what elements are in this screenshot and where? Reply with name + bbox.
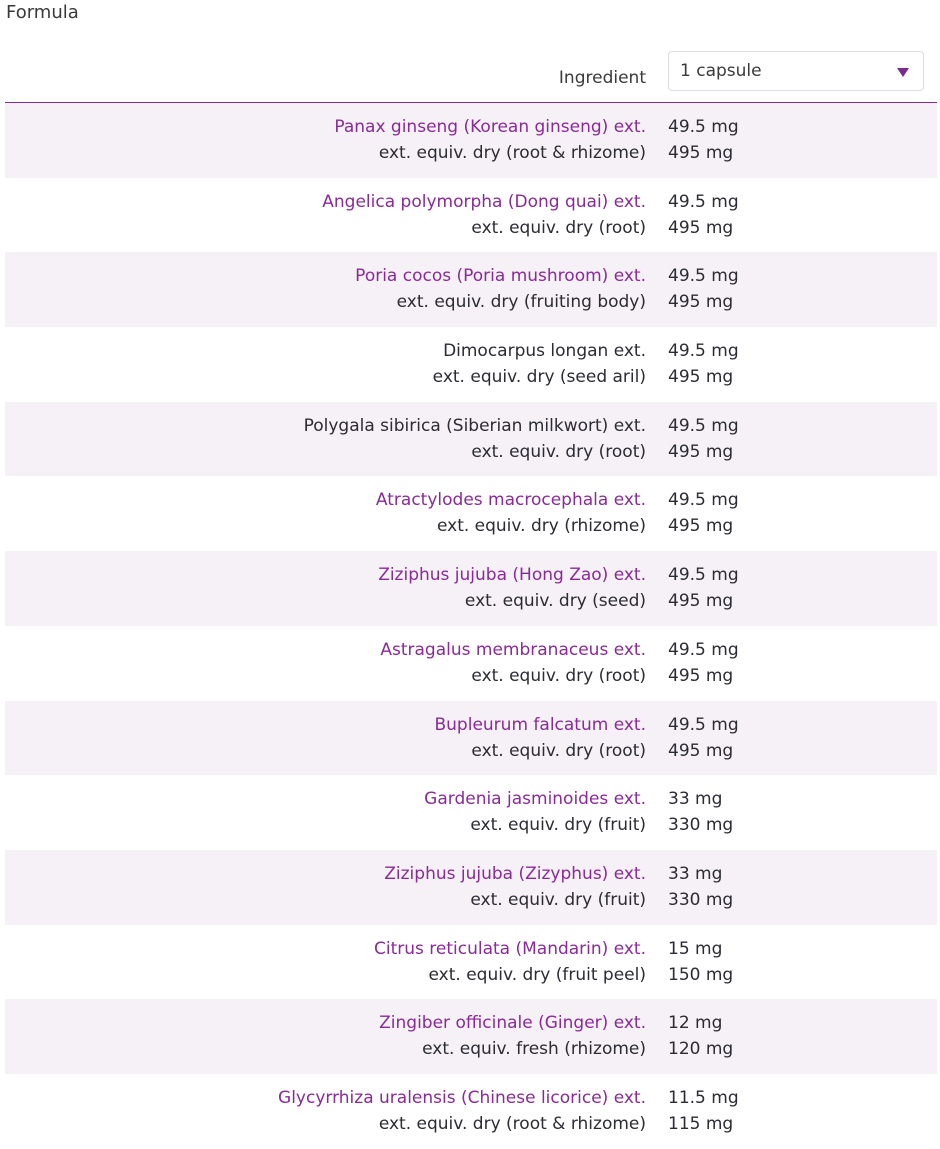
ingredient-equivalent: ext. equiv. dry (root)	[471, 740, 646, 761]
table-row	[5, 252, 937, 327]
section-title: Formula	[6, 2, 79, 23]
ingredient-equivalent: ext. equiv. dry (seed aril)	[432, 367, 646, 388]
ingredient-amount: 49.5 mg	[668, 266, 739, 287]
ingredient-column-header: Ingredient	[558, 68, 646, 88]
ingredient-equivalent: ext. equiv. dry (root & rhizome)	[378, 143, 646, 163]
ingredient-link[interactable]: Poria cocos (Poria mushroom) ext.	[355, 266, 646, 287]
equivalent-amount: 115 mg	[668, 1113, 734, 1134]
table-row	[5, 775, 937, 850]
ingredient-link[interactable]: Zingiber officinale (Ginger) ext.	[379, 1013, 646, 1034]
ingredient-link[interactable]: Astragalus membranaceus ext.	[380, 639, 646, 660]
ingredient-amount: 33 mg	[668, 789, 723, 810]
table-row	[5, 178, 937, 253]
equivalent-amount: 495 mg	[668, 591, 734, 612]
table-row	[5, 476, 937, 551]
ingredient-amount: 49.5 mg	[668, 191, 739, 212]
equivalent-amount: 330 mg	[668, 815, 734, 836]
ingredient-link[interactable]: Ziziphus jujuba (Hong Zao) ext.	[378, 565, 646, 586]
ingredient-link[interactable]: Gardenia jasminoides ext.	[424, 789, 646, 810]
ingredient-equivalent: ext. equiv. dry (fruit)	[470, 815, 646, 836]
ingredient-equivalent: ext. equiv. dry (root)	[471, 665, 646, 686]
equivalent-amount: 495 mg	[668, 367, 734, 388]
equivalent-amount: 150 mg	[668, 964, 734, 985]
table-row	[5, 103, 937, 178]
table-row	[5, 925, 937, 1000]
ingredient-equivalent: ext. equiv. dry (fruiting body)	[396, 292, 646, 313]
ingredient-equivalent: ext. equiv. dry (root)	[471, 441, 646, 462]
ingredient-name: Dimocarpus longan ext.	[443, 341, 646, 362]
equivalent-amount: 495 mg	[668, 516, 734, 537]
equivalent-amount: 495 mg	[668, 740, 734, 761]
ingredient-equivalent: ext. equiv. dry (fruit peel)	[428, 964, 646, 985]
ingredient-amount: 12 mg	[668, 1013, 723, 1034]
table-row	[5, 626, 937, 701]
equivalent-amount: 495 mg	[668, 143, 734, 163]
serving-size-select[interactable]	[668, 51, 924, 91]
ingredient-amount: 11.5 mg	[668, 1087, 739, 1108]
equivalent-amount: 495 mg	[668, 292, 734, 313]
ingredient-amount: 49.5 mg	[668, 714, 739, 735]
ingredient-equivalent: ext. equiv. dry (fruit)	[470, 889, 646, 910]
ingredient-equivalent: ext. equiv. dry (rhizome)	[436, 516, 646, 537]
table-row	[5, 1074, 937, 1149]
ingredient-amount: 33 mg	[668, 863, 723, 884]
serving-size-value: 1 capsule	[680, 61, 762, 81]
ingredient-link[interactable]: Citrus reticulata (Mandarin) ext.	[373, 938, 646, 959]
ingredient-amount: 49.5 mg	[668, 565, 739, 586]
ingredient-link[interactable]: Glycyrrhiza uralensis (Chinese licorice) ext.	[278, 1087, 646, 1108]
equivalent-amount: 120 mg	[668, 1039, 734, 1060]
ingredient-amount: 15 mg	[668, 938, 723, 959]
table-row	[5, 850, 937, 925]
ingredient-amount: 49.5 mg	[668, 490, 739, 511]
equivalent-amount: 495 mg	[668, 217, 734, 238]
ingredient-link[interactable]: Atractylodes macrocephala ext.	[375, 490, 646, 511]
ingredient-amount: 49.5 mg	[668, 117, 739, 137]
ingredient-link[interactable]: Angelica polymorpha (Dong quai) ext.	[322, 191, 646, 212]
ingredient-amount: 49.5 mg	[668, 341, 739, 362]
table-row	[5, 999, 937, 1074]
table-row	[5, 701, 937, 776]
equivalent-amount: 495 mg	[668, 441, 734, 462]
ingredient-equivalent: ext. equiv. fresh (rhizome)	[422, 1039, 646, 1060]
ingredient-link[interactable]: Bupleurum falcatum ext.	[434, 714, 646, 735]
chevron-down-icon	[897, 68, 909, 77]
ingredient-link[interactable]: Panax ginseng (Korean ginseng) ext.	[334, 117, 646, 137]
ingredient-link[interactable]: Ziziphus jujuba (Zizyphus) ext.	[384, 863, 646, 884]
ingredient-equivalent: ext. equiv. dry (root)	[471, 217, 646, 238]
ingredient-equivalent: ext. equiv. dry (seed)	[464, 591, 646, 612]
equivalent-amount: 495 mg	[668, 665, 734, 686]
ingredient-amount: 49.5 mg	[668, 415, 739, 436]
table-row	[5, 327, 937, 402]
ingredient-equivalent: ext. equiv. dry (root & rhizome)	[378, 1113, 646, 1134]
table-row	[5, 551, 937, 626]
ingredient-table	[5, 103, 937, 1149]
ingredient-amount: 49.5 mg	[668, 639, 739, 660]
table-row	[5, 402, 937, 477]
table-header	[5, 44, 937, 103]
equivalent-amount: 330 mg	[668, 889, 734, 910]
ingredient-name: Polygala sibirica (Siberian milkwort) ext.	[303, 415, 646, 436]
